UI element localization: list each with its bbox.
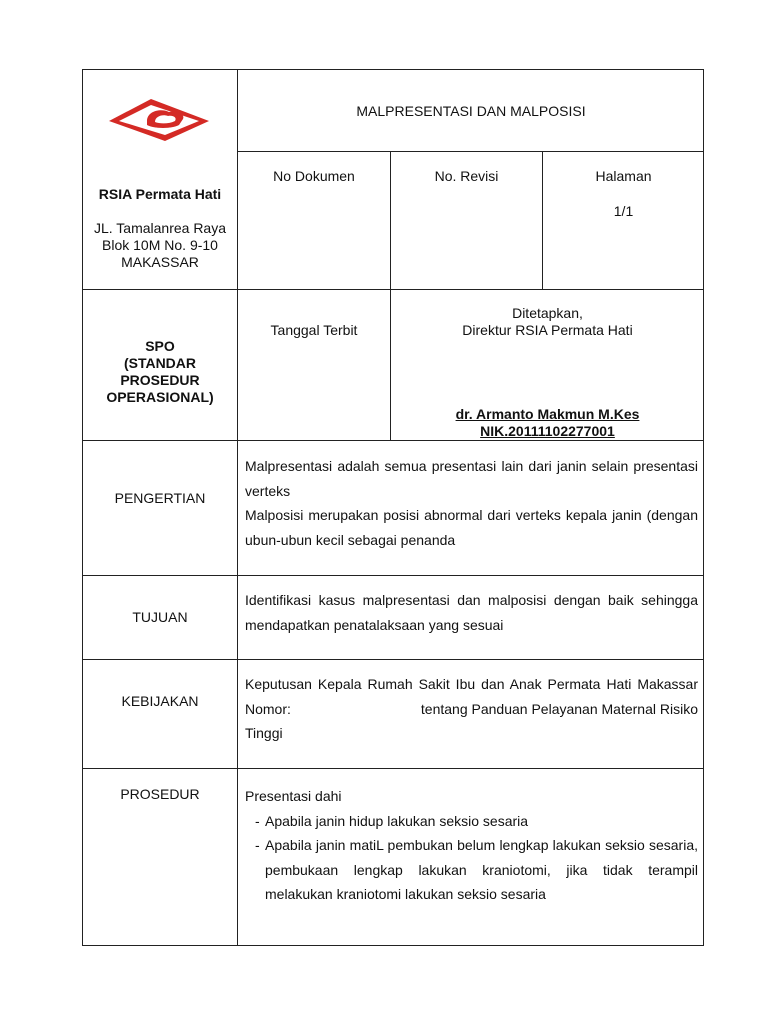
signer-name: dr. Armanto Makmun M.Kes xyxy=(455,406,640,422)
divider-pengertian-tujuan xyxy=(83,575,704,576)
divider-tujuan-kebijakan xyxy=(83,659,704,660)
section-label-pengertian: PENGERTIAN xyxy=(114,490,206,506)
divider-header-spo xyxy=(83,289,704,290)
director-label: Direktur RSIA Permata Hati xyxy=(462,322,633,338)
divider-kebijakan-prosedur xyxy=(83,768,704,769)
section-body-kebijakan xyxy=(245,672,698,746)
section-label-tujuan: TUJUAN xyxy=(132,609,188,625)
pengertian-paragraph-2: Malposisi merupakan posisi abnormal dari verteks kepala janin (dengan ubun-ubun kecil sebagai penanda xyxy=(245,507,698,548)
spo-line-1: SPO xyxy=(145,338,175,354)
page-label: Halaman xyxy=(595,168,652,184)
section-label-prosedur: PROSEDUR xyxy=(120,786,200,802)
spo-line-3: PROSEDUR xyxy=(120,372,200,388)
prosedur-item: - Apabila janin hidup lakukan seksio sesaria xyxy=(255,812,529,829)
signer-nik: NIK.20111102277001 xyxy=(480,423,615,439)
spo-title xyxy=(83,338,237,406)
hospital-name: RSIA Permata Hati xyxy=(98,186,222,202)
hospital-address: JL. Tamalanrea Raya Blok 10M No. 9-10 MAKASSAR xyxy=(93,220,227,270)
issue-date-label: Tanggal Terbit xyxy=(270,322,358,338)
page-value: 1/1 xyxy=(613,203,634,219)
document-title: MALPRESENTASI DAN MALPOSISI xyxy=(356,103,586,119)
spo-line-2: (STANDAR xyxy=(123,355,197,371)
section-body-tujuan: Identifikasi kasus malpresentasi dan malposisi dengan baik sehingga mendapatkan penatalaksaan yang sesuai xyxy=(245,592,698,633)
prosedur-heading: Presentasi dahi xyxy=(245,788,342,804)
divider-title xyxy=(238,151,704,152)
hospital-logo-icon xyxy=(105,95,213,143)
section-body-pengertian xyxy=(245,454,698,552)
divider-left-column xyxy=(237,70,238,946)
prosedur-item-text: Apabila janin hidup lakukan seksio sesaria xyxy=(265,812,529,829)
divider-doc-rev xyxy=(390,152,391,440)
section-body-prosedur xyxy=(245,784,698,907)
spo-document xyxy=(82,69,704,946)
prosedur-item-text: Apabila janin matiL pembukan belum lengkap lakukan seksio sesaria, pembukaan lengkap lakukan kraniotomi, jika tidak terampil melakukan kraniotomi lakukan seksio sesaria xyxy=(265,837,698,902)
approved-label: Ditetapkan, xyxy=(512,305,583,321)
doc-number-label: No Dokumen xyxy=(273,168,355,184)
pengertian-paragraph-1: Malpresentasi adalah semua presentasi lain dari janin selain presentasi verteks xyxy=(245,458,698,499)
revision-label: No. Revisi xyxy=(434,168,499,184)
kebijakan-text-part-2: tentang Panduan Pelayanan Maternal Risiko Tinggi xyxy=(245,700,698,741)
kebijakan-text-part-1: Keputusan Kepala Rumah Sakit Ibu dan Anak Permata Hati Makassar Nomor: xyxy=(245,676,698,717)
prosedur-item: - Apabila janin matiL pembukan belum lengkap lakukan seksio sesaria, pembukaan lengkap lakukan kraniotomi, jika tidak terampil melakukan kraniotomi lakukan seksio sesaria xyxy=(255,837,698,902)
spo-line-4: OPERASIONAL) xyxy=(106,389,214,405)
section-label-kebijakan: KEBIJAKAN xyxy=(121,693,199,709)
divider-spo-pengertian xyxy=(83,440,704,441)
